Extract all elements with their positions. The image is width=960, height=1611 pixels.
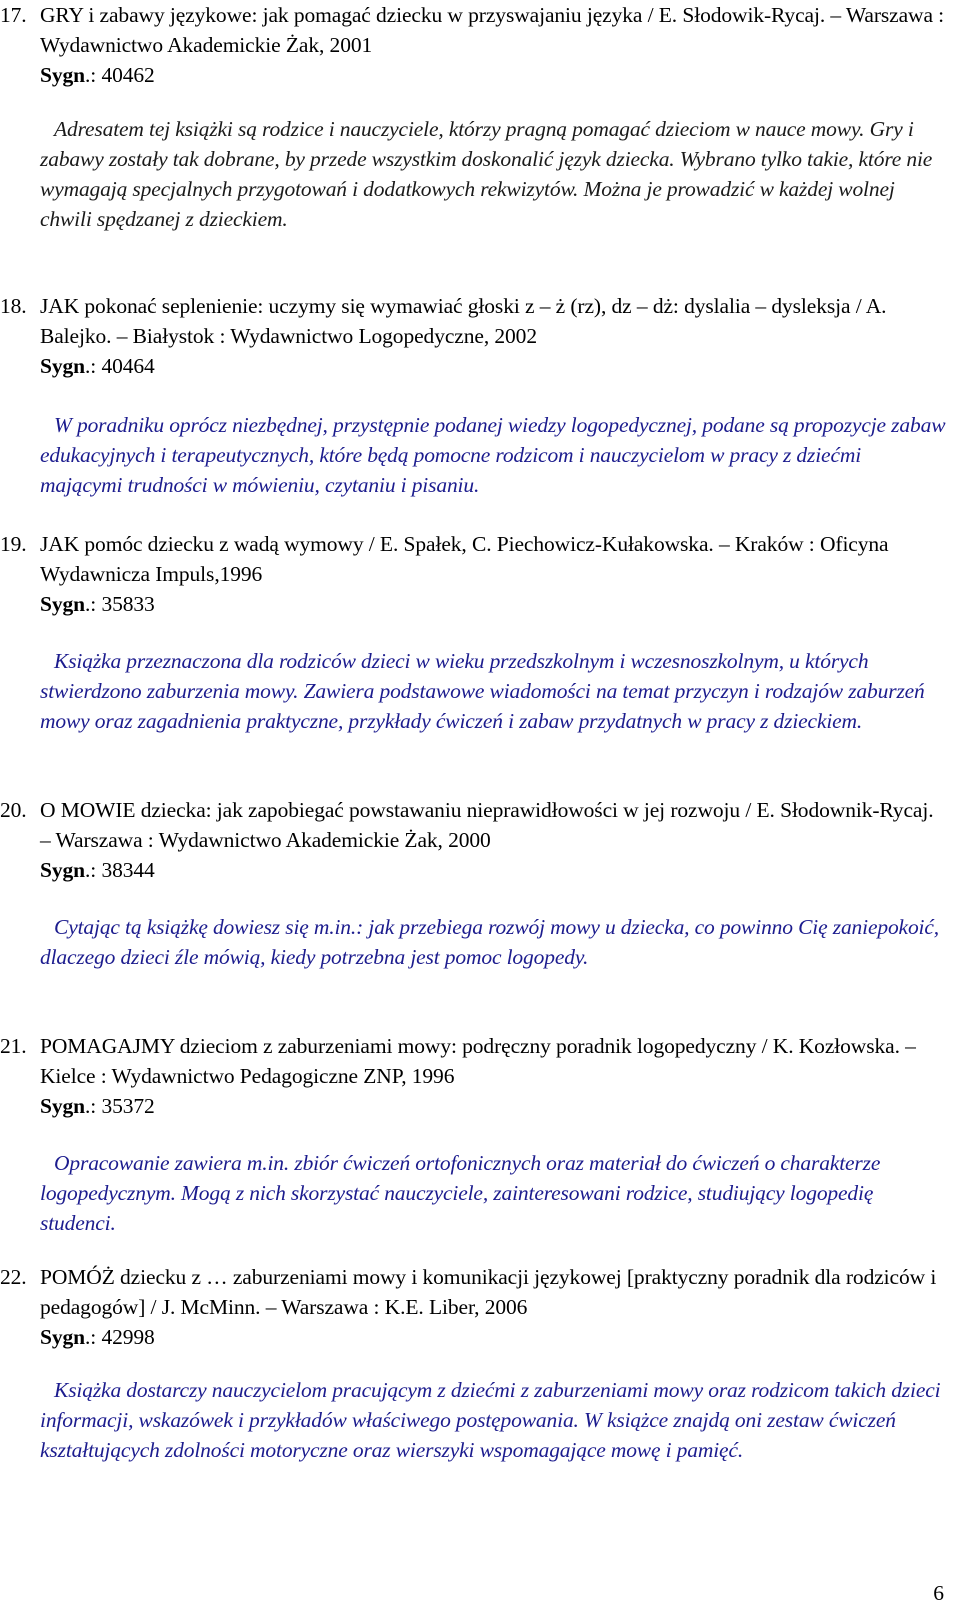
entry-title: GRY i zabawy językowe: jak pomagać dziecku w przyswajaniu języka / E. Słodowik-Rycaj. – Warszawa : Wydawnictwo Akademickie Żak, 2001 xyxy=(40,3,945,57)
entry-citation xyxy=(0,529,960,619)
entry-title: JAK pokonać seplenienie: uczymy się wymawiać głoski z – ż (rz), dz – dż: dyslalia – dysleksja / A. Balejko. – Białystok : Wydawnictwo Logopedyczne, 2002 xyxy=(40,294,887,348)
bibliography-entry-18 xyxy=(0,291,960,381)
entry-number: 20. xyxy=(0,798,27,822)
annotation-rest: : jak przebiega rozwój mowy u dziecka, co powinno Cię zaniepokoić, dlaczego dzieci źle mówią, kiedy potrzebna jest pomoc logopedy. xyxy=(40,915,939,969)
annotation-lead: Cytając tą książkę dowiesz się m.in. xyxy=(54,915,357,939)
entry-citation xyxy=(0,1262,960,1352)
bibliography-entry-21 xyxy=(0,1031,960,1121)
call-number xyxy=(40,1091,946,1121)
bibliography-entry-17 xyxy=(0,0,960,90)
bibliography-entry-20 xyxy=(0,795,960,885)
entry-title: POMÓŻ dziecku z … zaburzeniami mowy i komunikacji językowej [praktyczny poradnik dla rodziców i pedagogów] / J. McMinn. – Warszawa : K.E. Liber, 2006 xyxy=(40,1265,937,1319)
call-number-label: Sygn xyxy=(40,1094,86,1118)
call-number xyxy=(40,351,946,381)
entry-citation xyxy=(0,0,960,90)
call-number-label: Sygn xyxy=(40,592,86,616)
entry-number: 22. xyxy=(0,1265,27,1289)
entry-annotation-18: W poradniku oprócz niezbędnej, przystępnie podanej wiedzy logopedycznej, podane są propozycje zabaw edukacyjnych i terapeutycznych, które będą pomocne rodzicom i nauczycielom w pracy z dziećmi mającymi trudności w mówieniu, czytaniu i pisaniu. xyxy=(40,413,946,497)
call-number-value: .: 42998 xyxy=(85,1325,155,1349)
call-number-value: .: 35833 xyxy=(85,592,155,616)
call-number-label: Sygn xyxy=(40,1325,86,1349)
call-number-value: .: 40462 xyxy=(85,63,155,87)
entry-number: 18. xyxy=(0,294,27,318)
entry-annotation-19: Książka przeznaczona dla rodziców dzieci w wieku przedszkolnym i wczesnoszkolnym, u których stwierdzono zaburzenia mowy. Zawiera podstawowe wiadomości na temat przyczyn i rodzajów zaburzeń mowy oraz zagadnienia praktyczne, przykłady ćwiczeń i zabaw przydatnych w pracy z dzieckiem. xyxy=(40,649,925,733)
entry-title: O MOWIE dziecka: jak zapobiegać powstawaniu nieprawidłowości w jej rozwoju / E. Słodownik-Rycaj. – Warszawa : Wydawnictwo Akademickie Żak, 2000 xyxy=(40,798,934,852)
call-number-value: .: 35372 xyxy=(85,1094,155,1118)
entry-title: POMAGAJMY dzieciom z zaburzeniami mowy: podręczny poradnik logopedyczny / K. Kozłowska. – Kielce : Wydawnictwo Pedagogiczne ZNP, 1996 xyxy=(40,1034,916,1088)
call-number-value: .: 38344 xyxy=(85,858,155,882)
call-number-label: Sygn xyxy=(40,63,86,87)
call-number xyxy=(40,1322,946,1352)
entry-citation xyxy=(0,291,960,381)
entry-title: JAK pomóc dziecku z wadą wymowy / E. Spałek, C. Piechowicz-Kułakowska. – Kraków : Oficyna Wydawnicza Impuls,1996 xyxy=(40,532,889,586)
bibliography-entry-22 xyxy=(0,1262,960,1352)
call-number xyxy=(40,589,946,619)
entry-annotation-17: Adresatem tej książki są rodzice i nauczyciele, którzy pragną pomagać dzieciom w nauce mowy. Gry i zabawy zostały tak dobrane, by przede wszystkim doskonalić język dziecka. Wybrano tylko takie, które nie wymagają specjalnych przygotowań i dodatkowych rekwizytów. Można je prowadzić w każdej wolnej chwili spędzanej z dzieckiem. xyxy=(40,117,933,231)
call-number-label: Sygn xyxy=(40,858,86,882)
entry-annotation-22: Książka dostarczy nauczycielom pracującym z dziećmi z zaburzeniami mowy oraz rodzicom takich dzieci informacji, wskazówek i przykładów właściwego postępowania. W książce znajdą oni zestaw ćwiczeń kształtujących zdolności motoryczne oraz wierszyki wspomagające mowę i pamięć. xyxy=(40,1378,941,1462)
entry-annotation-21: Opracowanie zawiera m.in. zbiór ćwiczeń ortofonicznych oraz materiał do ćwiczeń o charakterze logopedycznym. Mogą z nich skorzystać nauczyciele, zainteresowani rodzice, studiujący logopedię studenci. xyxy=(40,1151,881,1235)
entry-citation xyxy=(0,1031,960,1121)
call-number xyxy=(40,60,946,90)
call-number-value: .: 40464 xyxy=(85,354,155,378)
entry-number: 17. xyxy=(0,3,27,27)
bibliography-entry-19 xyxy=(0,529,960,619)
entry-number: 21. xyxy=(0,1034,27,1058)
entry-citation xyxy=(0,795,960,885)
page-number: 6 xyxy=(933,1581,944,1605)
entry-annotation-20 xyxy=(40,912,946,972)
call-number xyxy=(40,855,946,885)
call-number-label: Sygn xyxy=(40,354,86,378)
entry-number: 19. xyxy=(0,532,27,556)
